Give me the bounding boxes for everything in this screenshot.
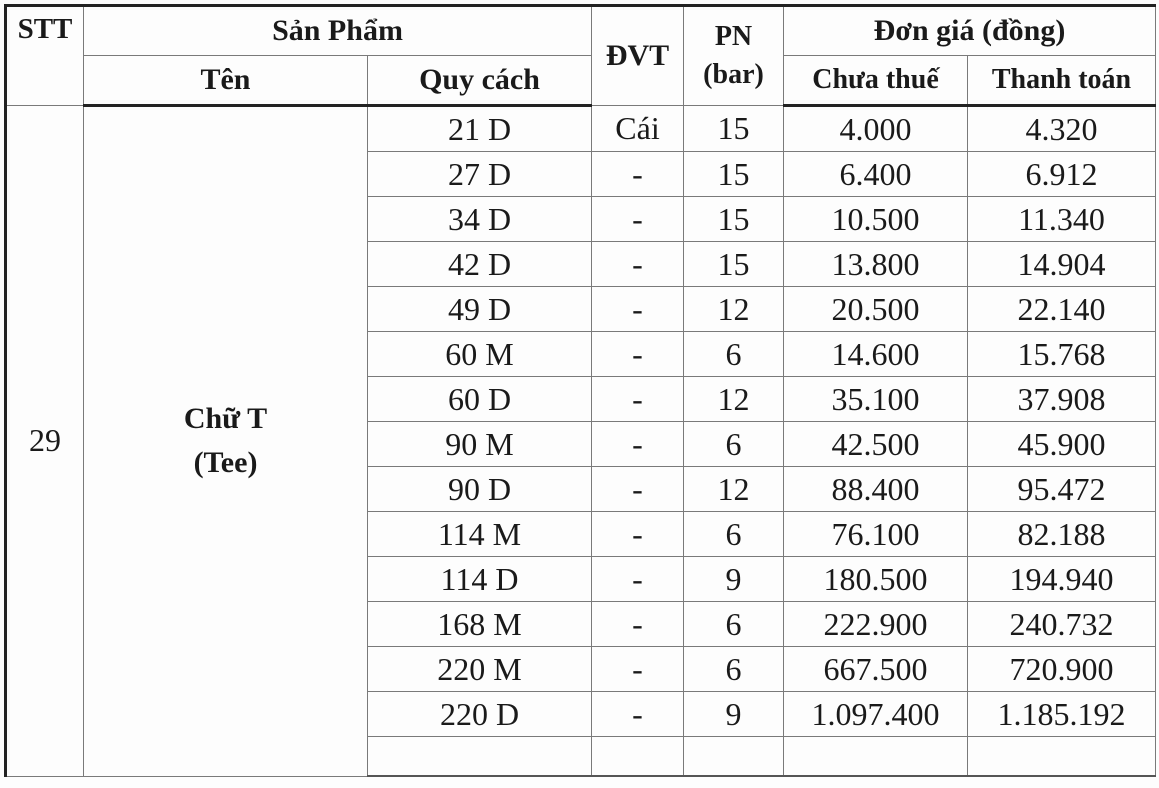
- table-body: [6, 106, 1156, 777]
- group-name-line2: (Tee): [193, 446, 258, 480]
- header-ten: Tên: [84, 56, 368, 106]
- cell-dvt: -: [592, 242, 684, 287]
- cell-pn: 15: [684, 242, 784, 287]
- cell-dvt: -: [592, 602, 684, 647]
- cell-chua-thue: 14.600: [784, 332, 968, 377]
- cell-chua-thue: 180.500: [784, 557, 968, 602]
- cell-pn: 15: [684, 106, 784, 152]
- header-san-pham: Sản Phẩm: [84, 6, 592, 56]
- header-chua-thue: Chưa thuế: [784, 56, 968, 106]
- cell-chua-thue: 6.400: [784, 152, 968, 197]
- cell-dvt: -: [592, 467, 684, 512]
- cell-chua-thue: 10.500: [784, 197, 968, 242]
- cell-thanh-toan: 6.912: [968, 152, 1156, 197]
- cell-dvt: -: [592, 422, 684, 467]
- cell-quy-cach: 168 M: [368, 602, 592, 647]
- cell-quy-cach: 60 M: [368, 332, 592, 377]
- cell-dvt: -: [592, 692, 684, 737]
- cell-quy-cach: 90 D: [368, 467, 592, 512]
- cell-pn: 12: [684, 287, 784, 332]
- header-thanh-toan: Thanh toán: [968, 56, 1156, 106]
- cell-chua-thue: 13.800: [784, 242, 968, 287]
- cell-chua-thue: 4.000: [784, 106, 968, 152]
- cell-dvt: -: [592, 377, 684, 422]
- cell-thanh-toan: 194.940: [968, 557, 1156, 602]
- cell-quy-cach: 220 D: [368, 692, 592, 737]
- cell-dvt: -: [592, 332, 684, 377]
- cell-chua-thue: 88.400: [784, 467, 968, 512]
- cell-quy-cach: 42 D: [368, 242, 592, 287]
- cell-thanh-toan: 15.768: [968, 332, 1156, 377]
- header-pn-line1: PN: [714, 21, 753, 52]
- cell-pn: 6: [684, 332, 784, 377]
- cell-chua-thue: 20.500: [784, 287, 968, 332]
- cell-thanh-toan: 37.908: [968, 377, 1156, 422]
- cell-quy-cach: 49 D: [368, 287, 592, 332]
- cell-pn: 6: [684, 422, 784, 467]
- cell-chua-thue: 42.500: [784, 422, 968, 467]
- cell-thanh-toan: 82.188: [968, 512, 1156, 557]
- cell-chua-thue: 35.100: [784, 377, 968, 422]
- cell-quy-cach: 60 D: [368, 377, 592, 422]
- cell-dvt: -: [592, 152, 684, 197]
- cell-thanh-toan: 95.472: [968, 467, 1156, 512]
- cell-quy-cach: 21 D: [368, 106, 592, 152]
- cell-pn: 15: [684, 152, 784, 197]
- cell-quy-cach: 220 M: [368, 647, 592, 692]
- cell-dvt: Cái: [592, 106, 684, 152]
- cell-chua-thue: 76.100: [784, 512, 968, 557]
- cell-empty: [592, 737, 684, 777]
- cell-empty: [968, 737, 1156, 777]
- cell-quy-cach: 114 D: [368, 557, 592, 602]
- cell-pn: 6: [684, 602, 784, 647]
- cell-empty: [684, 737, 784, 777]
- cell-thanh-toan: 4.320: [968, 106, 1156, 152]
- group-stt: 29: [6, 106, 84, 777]
- cell-dvt: -: [592, 557, 684, 602]
- cell-thanh-toan: 1.185.192: [968, 692, 1156, 737]
- header-quy-cach: Quy cách: [368, 56, 592, 106]
- header-stt: STT: [6, 6, 84, 106]
- cell-thanh-toan: 240.732: [968, 602, 1156, 647]
- cell-quy-cach: 114 M: [368, 512, 592, 557]
- cell-pn: 9: [684, 557, 784, 602]
- header-dvt: ĐVT: [592, 6, 684, 106]
- cell-thanh-toan: 45.900: [968, 422, 1156, 467]
- cell-dvt: -: [592, 197, 684, 242]
- cell-quy-cach: 90 M: [368, 422, 592, 467]
- cell-empty: [368, 737, 592, 777]
- cell-thanh-toan: 22.140: [968, 287, 1156, 332]
- price-table: [4, 4, 1156, 777]
- cell-pn: 9: [684, 692, 784, 737]
- cell-pn: 15: [684, 197, 784, 242]
- table-header: [6, 6, 1156, 106]
- cell-pn: 12: [684, 467, 784, 512]
- cell-dvt: -: [592, 287, 684, 332]
- cell-chua-thue: 667.500: [784, 647, 968, 692]
- cell-chua-thue: 222.900: [784, 602, 968, 647]
- cell-quy-cach: 27 D: [368, 152, 592, 197]
- table-row: [6, 106, 1156, 152]
- group-name: [84, 106, 368, 777]
- cell-dvt: -: [592, 512, 684, 557]
- header-don-gia: Đơn giá (đồng): [784, 6, 1156, 56]
- cell-quy-cach: 34 D: [368, 197, 592, 242]
- cell-pn: 12: [684, 377, 784, 422]
- cell-dvt: -: [592, 647, 684, 692]
- cell-chua-thue: 1.097.400: [784, 692, 968, 737]
- header-pn-line2: (bar): [703, 59, 764, 90]
- group-name-line1: Chữ T: [183, 402, 268, 436]
- cell-thanh-toan: 14.904: [968, 242, 1156, 287]
- cell-thanh-toan: 11.340: [968, 197, 1156, 242]
- header-pn: [684, 6, 784, 106]
- cell-pn: 6: [684, 647, 784, 692]
- cell-pn: 6: [684, 512, 784, 557]
- cell-empty: [784, 737, 968, 777]
- cell-thanh-toan: 720.900: [968, 647, 1156, 692]
